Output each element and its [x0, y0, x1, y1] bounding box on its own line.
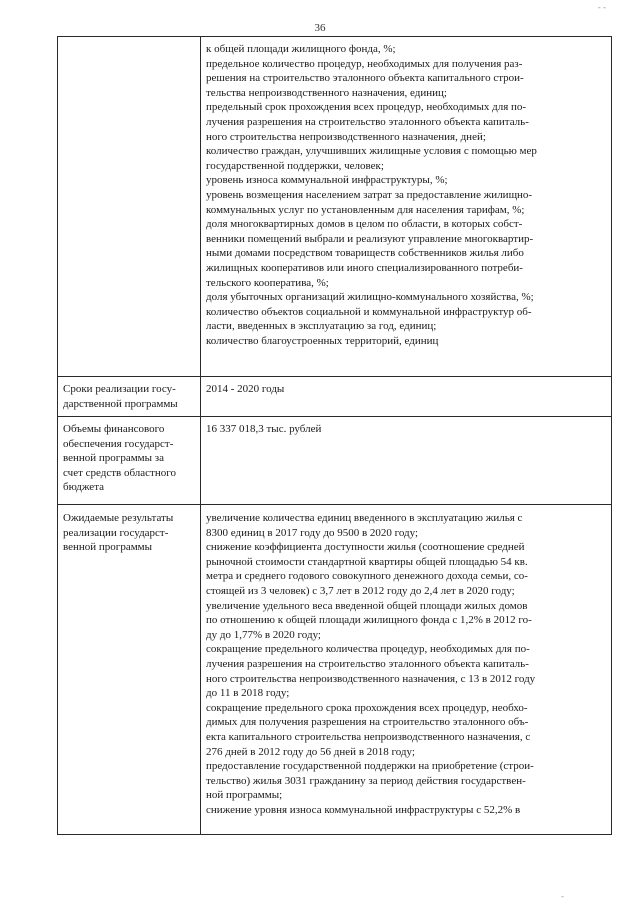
content-line: ласти, введенных в эксплуатацию за год, единиц;	[206, 320, 437, 333]
row-content-cell	[201, 37, 612, 377]
label-line: Ожидаемые результаты	[63, 512, 174, 524]
content-line: сокращение предельного срока прохождения всех процедур, необхо-	[206, 701, 528, 714]
row-label-cell	[58, 37, 201, 377]
content-line: ду до 1,77% в 2020 году;	[206, 628, 321, 641]
label-line: Объемы финансового	[63, 423, 165, 435]
row-content-cell	[201, 377, 612, 417]
scan-mark: -	[561, 891, 564, 901]
content-line: 8300 единиц в 2017 году до 9500 в 2020 году;	[206, 526, 419, 539]
table-row	[58, 417, 612, 505]
row-label-cell	[58, 417, 201, 505]
content-line: предельный срок прохождения всех процедур, необходимых для по-	[206, 101, 527, 114]
content-line: 276 дней в 2012 году до 56 дней в 2018 году;	[206, 745, 415, 758]
label-line: реализации государст-	[63, 526, 169, 539]
content-line: венники помещений выбрали и реализуют управление многоквартир-	[206, 232, 534, 245]
content-line: ной программы;	[206, 789, 283, 802]
content-line: коммунальных услуг по установленным для населения тарифам, %;	[206, 203, 525, 216]
content-line: доля убыточных организаций жилищно-коммунального хозяйства, %;	[206, 291, 534, 304]
content-line: предоставление государственной поддержки на приобретение (строи-	[206, 760, 534, 773]
label-line: дарственной программы	[63, 397, 178, 410]
row-label-cell	[58, 377, 201, 417]
content-line: лучения разрешения на строительство эталонного объекта капиталь-	[206, 115, 529, 128]
content-line: ного строительства непроизводственного назначения, дней;	[206, 130, 486, 143]
content-line: метра и среднего годового совокупного денежного дохода семьи, со-	[206, 570, 528, 583]
content-line: количество благоустроенных территорий, единиц	[206, 334, 439, 347]
content-line: димых для получения разрешения на строительство эталонного объ-	[206, 716, 529, 729]
content-line: тельского кооператива, %;	[206, 276, 329, 289]
label-line: бюджета	[63, 481, 105, 494]
content-line: тельство) жилья 3031 гражданину за период действия государствен-	[206, 774, 526, 787]
content-line: по отношению к общей площади жилищного фонда с 1,2% в 2012 го-	[206, 614, 532, 627]
content-line: жилищных кооперативов или иного специализированного потреби-	[206, 261, 523, 274]
content-line: 16 337 018,3 тыс. рублей	[206, 423, 322, 435]
content-line: до 11 в 2018 году;	[206, 687, 290, 700]
content-line: ного строительства непроизводственного назначения, с 13 в 2012 году	[206, 672, 536, 685]
content-line: ными домами посредством товариществ собственников жилья либо	[206, 247, 524, 260]
row-label-cell	[58, 505, 201, 835]
content-line: 2014 - 2020 годы	[206, 383, 285, 395]
table-row	[58, 377, 612, 417]
content-line: доля многоквартирных домов в целом по области, в которых собст-	[206, 218, 523, 231]
content-line: государственной поддержки, человек;	[206, 159, 384, 172]
table-row	[58, 37, 612, 377]
content-line: лучения разрешения на строительство эталонного объекта капиталь-	[206, 657, 529, 670]
content-line: к общей площади жилищного фонда, %;	[206, 43, 396, 55]
content-line: увеличение количества единиц введенного в эксплуатацию жилья с	[206, 512, 523, 524]
scan-mark: ‐ ‐	[597, 2, 606, 12]
page-number: 36	[314, 22, 326, 34]
content-line: сокращение предельного количества процедур, необходимых для по-	[206, 643, 530, 656]
label-line: Сроки реализации госу-	[63, 383, 176, 395]
row-content-cell	[201, 417, 612, 505]
content-line: екта капитального строительства непроизводственного назначения, с	[206, 730, 531, 743]
row-content-cell	[201, 505, 612, 835]
content-line: количество граждан, улучшивших жилищные условия с помощью мер	[206, 145, 537, 158]
content-line: рыночной стоимости стандартной квартиры общей площадью 54 кв.	[206, 555, 528, 568]
passport-table	[57, 36, 612, 835]
label-line: венной программы за	[63, 452, 164, 465]
content-line: решения на строительство эталонного объекта капитального строи-	[206, 72, 524, 85]
content-line: количество объектов социальной и коммунальной инфраструктур об-	[206, 305, 532, 318]
content-line: уровень возмещения населением затрат за предоставление жилищно-	[206, 188, 533, 201]
table-row	[58, 505, 612, 835]
label-line: венной программы	[63, 541, 153, 554]
content-line: снижение уровня износа коммунальной инфраструктуры с 52,2% в	[206, 803, 521, 816]
content-line: тельства непроизводственного назначения, единиц;	[206, 86, 447, 99]
label-line: обеспечения государст-	[63, 437, 174, 450]
content-line: стоящей из 3 человек) с 3,7 лет в 2012 году до 2,4 лет в 2020 году;	[206, 584, 515, 597]
label-line: счет средств областного	[63, 466, 176, 479]
content-line: уровень износа коммунальной инфраструктуры, %;	[206, 174, 448, 187]
content-line: предельное количество процедур, необходимых для получения раз-	[206, 57, 523, 70]
content-line: увеличение удельного веса введенной общей площади жилых домов	[206, 599, 528, 612]
content-line: снижение коэффициента доступности жилья (соотношение средней	[206, 541, 525, 554]
